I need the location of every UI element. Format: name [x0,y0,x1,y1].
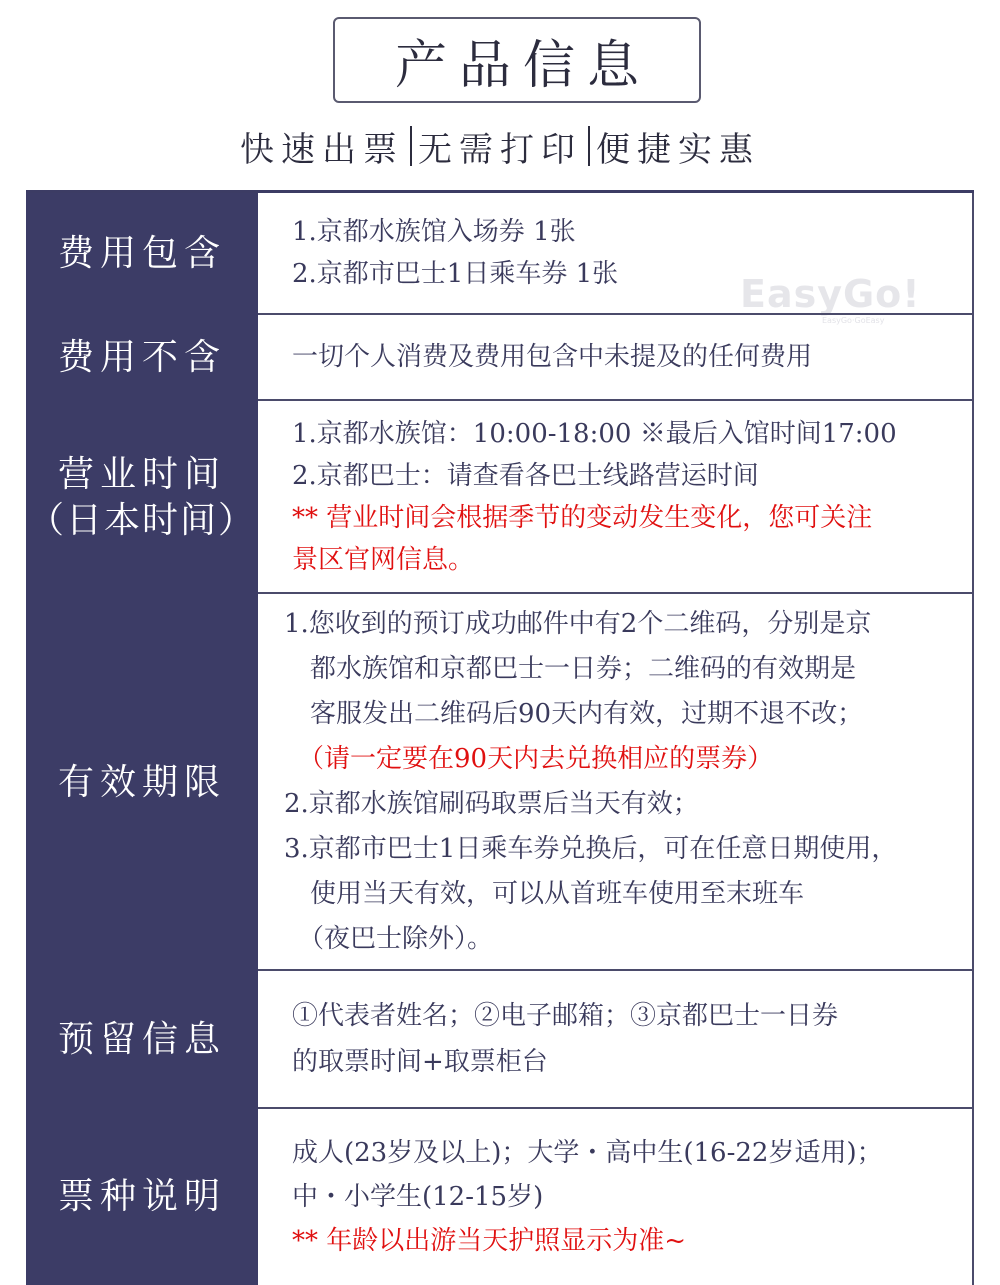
warning-note: （请一定要在90天内去兑换相应的票券） [298,743,774,774]
row-fee-included [26,193,974,315]
tagline-divider [410,126,412,166]
row-label [26,971,258,1109]
row-content [258,315,974,401]
content-line: 中・小学生(12-15岁) [292,1182,544,1212]
row-ticket-types [26,1109,974,1285]
content-line: 2.京都水族馆刷码取票后当天有效； [284,788,699,819]
warning-note: 景区官网信息。 [292,544,475,575]
content-line: 的取票时间+取票柜台 [292,1047,548,1077]
content-line: 一切个人消费及费用包含中未提及的任何费用 [292,342,813,372]
content-line: 2.京都市巴士1日乘车券 1张 [292,259,619,289]
row-label-subtext: （日本时间） [27,499,256,541]
row-label [26,594,258,971]
row-content [258,971,974,1109]
row-label-text: 营业时间 [57,453,226,495]
row-label-text: 预留信息 [57,1019,226,1060]
content-line: ①代表者姓名；②电子邮箱；③京都巴士一日券 [292,1001,839,1031]
watermark-caption: EasyGo·GoEasy [822,316,885,325]
row-opening-hours [26,401,974,594]
row-content [258,594,974,971]
content-line: 使用当天有效，可以从首班车使用至末班车 [310,878,805,909]
tagline-item-fast: 快速出票 [240,129,404,170]
row-content [258,401,974,594]
warning-note: ** 年龄以出游当天护照显示为准~ [292,1226,687,1256]
product-info-table [26,190,974,1282]
row-label [26,315,258,401]
row-label-text: 有效期限 [57,761,226,803]
row-content [258,193,974,315]
row-label [26,1109,258,1285]
content-line: 客服发出二维码后90天内有效，过期不退不改； [310,698,864,729]
page-title: 产品信息 [333,17,701,103]
content-line: 1.您收到的预订成功邮件中有2个二维码，分别是京 [284,608,872,639]
tagline-item-convenient: 便捷实惠 [596,129,760,170]
tagline-item-no-print: 无需打印 [418,129,582,170]
content-line: 1.京都水族馆：10:00-18:00 ※最后入馆时间17:00 [292,418,897,449]
row-validity [26,594,974,971]
content-line: 成人(23岁及以上)；大学・高中生(16-22岁适用)； [292,1138,883,1168]
row-label [26,401,258,594]
row-label [26,193,258,315]
row-label-text: 费用包含 [57,233,226,274]
content-line: 都水族馆和京都巴士一日券；二维码的有效期是 [310,653,857,684]
row-label-text: 费用不含 [57,337,226,378]
content-line: （夜巴士除外）。 [298,923,494,954]
content-line: 3.京都市巴士1日乘车券兑换后，可在任意日期使用， [284,833,898,864]
row-fee-excluded [26,315,974,401]
content-line: 1.京都水族馆入场券 1张 [292,217,576,247]
tagline-divider [588,126,590,166]
row-content [258,1109,974,1285]
content-line: 2.京都巴士：请查看各巴士线路营运时间 [292,460,759,491]
tagline [0,118,1000,174]
row-reserved-info [26,971,974,1109]
watermark-logo: EasyGo! [740,272,921,316]
row-label-text: 票种说明 [57,1176,226,1217]
warning-note: ** 营业时间会根据季节的变动发生变化，您可关注 [292,502,873,533]
